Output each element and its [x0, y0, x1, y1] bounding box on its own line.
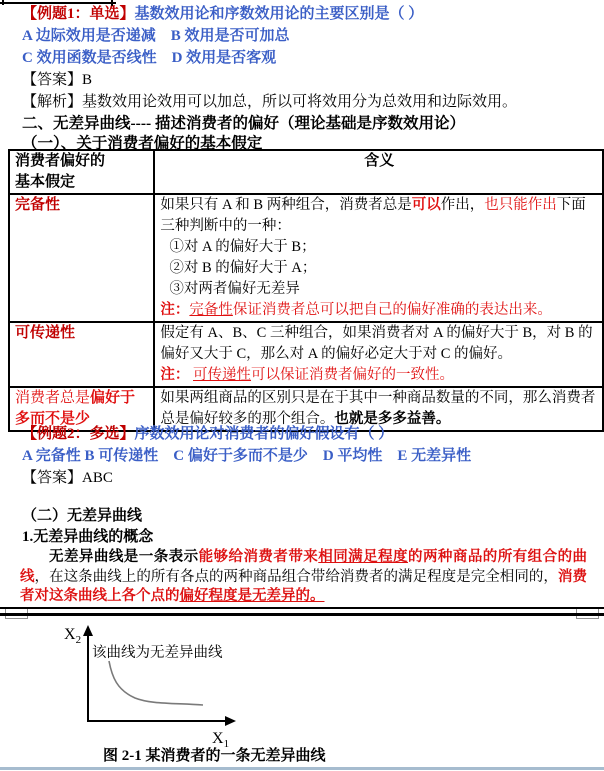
answer-value: B	[82, 72, 93, 88]
example1-question: 基数效用论和序数效用论的主要区别是（ ）	[134, 6, 424, 22]
note-underlined: 可传递性	[193, 367, 252, 383]
para-red-bold: 消费者对这条曲线上各个点的	[20, 568, 588, 604]
analysis-label: 【解析】	[22, 94, 83, 110]
para-red-bold: 能够给消费者带来	[198, 549, 319, 565]
example1-options-ab: A 边际效用是否递减 B 效用是否可加总	[22, 28, 290, 44]
indifference-section	[22, 506, 597, 548]
transitivity-meaning-cell	[154, 322, 603, 387]
note-text: 保证消费者总可以把自己的偏好准确的表达出来。	[232, 302, 552, 318]
meaning-bold: 也就是多多益善。	[334, 411, 451, 427]
label-regular: 消费者总是	[15, 390, 91, 406]
judgement-item-2: ②对 B 的偏好大于 A；	[169, 260, 317, 276]
completeness-meaning	[160, 195, 598, 237]
completeness-note	[160, 300, 598, 321]
meaning-text: 如果只有 A 和 B 两种组合，消费者总是	[160, 197, 412, 213]
table-header-row	[9, 150, 603, 194]
example1-analysis-line	[22, 91, 597, 113]
note-text: 可以保证消费者偏好的一致性。	[251, 367, 455, 383]
example1-tag: 【例题1：单选】	[22, 6, 135, 22]
page-break-separator	[0, 604, 604, 622]
bottom-window-edge	[0, 767, 604, 770]
example2-options: A 完备性 B 可传递性 C 偏好于多而不是少 D 平均性 E 无差异性	[22, 448, 472, 464]
example1-answer-line	[22, 69, 597, 91]
completeness-row	[9, 194, 603, 322]
separator-thick-line	[0, 613, 604, 616]
analysis-text: 基数效用论效用可以加总，所以可将效用分为总效用和边际效用。	[82, 94, 518, 110]
judgement-item-3: ③对两者偏好无差异	[169, 281, 300, 297]
transitivity-note	[160, 365, 598, 386]
y-axis-label: $X_2$	[64, 626, 82, 646]
subsection-heading: （一）、关于消费者偏好的基本假定	[22, 135, 263, 152]
example2-title-line	[22, 423, 597, 445]
para-red-underlined: 偏好程度是无差异的。	[179, 588, 325, 604]
note-tag: 注：	[160, 302, 190, 318]
answer-value: ABC	[82, 470, 113, 486]
answer-label: 【答案】	[22, 470, 83, 486]
preferences-table	[8, 149, 604, 432]
header-assumption-line2: 基本假定	[15, 174, 76, 190]
separator-thin-line	[0, 607, 604, 609]
example1-block	[22, 3, 597, 154]
answer-label: 【答案】	[22, 72, 83, 88]
header-assumption-line1: 消费者偏好的	[15, 153, 106, 169]
para-red-underlined: 相同满足程度	[318, 549, 408, 565]
para-regular: ，在这条曲线上的所有各点的两种商品组合带给消费者的满足程度是完全相同的，	[34, 568, 558, 585]
example1-title-line	[22, 3, 597, 25]
indifference-curve	[109, 661, 203, 705]
top-table-fragment-left-border	[2, 0, 4, 5]
section22-heading: （二）无差异曲线	[22, 508, 143, 524]
figure-caption: 图 2-1 某消费者的一条无差异曲线	[103, 748, 326, 764]
transitivity-row	[9, 322, 603, 387]
transitivity-label: 可传递性	[9, 322, 154, 387]
figure-annotation: 该曲线为无差异曲线	[92, 645, 223, 661]
concept-paragraph	[20, 548, 587, 607]
note-underlined: 完备性	[189, 302, 233, 318]
meaning-text: 作出，	[440, 197, 485, 213]
meaning-highlight: 可以	[411, 197, 441, 213]
x-axis-arrow-icon	[225, 716, 236, 726]
completeness-label: 完备性	[9, 194, 154, 322]
indifference-figure	[60, 621, 320, 751]
judgement-item-1: ①对 A 的偏好大于 B；	[169, 239, 316, 255]
transitivity-meaning: 假定有 A、B、C 三种组合，如果消费者对 A 的偏好大于 B，对 B 的偏好又大于 C，那么对 A 的偏好必定大于对 C 的偏好。	[160, 325, 593, 362]
meaning-red-text: 也只能作出	[484, 197, 557, 213]
note-tag: 注：	[160, 367, 190, 383]
completeness-meaning-cell	[154, 194, 603, 322]
y-axis-arrow-icon	[83, 625, 93, 636]
header-cell-assumption	[9, 150, 154, 194]
header-cell-meaning: 含义	[154, 150, 603, 194]
example2-question: 序数效用论对消费者的偏好假设有（ ）	[134, 426, 394, 442]
section22-subheading: 1.无差异曲线的概念	[22, 529, 154, 545]
para-black-bold: 无差异曲线是一条表示	[49, 549, 199, 565]
para-red-bold: 的两种商品的所有组合的曲线	[20, 549, 588, 585]
meaning-text: 下面三种判断中的一种：	[160, 197, 586, 234]
example2-block	[22, 423, 597, 489]
label-bold: 偏好于多而不是少	[15, 390, 136, 427]
meaning-text: 如果两组商品的区别只是在于其中一种商品数量的不同，那么消费者总是偏好较多的那个组合。	[160, 390, 596, 427]
example1-options-cd: C 效用函数是否线性 D 效用是否客观	[22, 50, 277, 66]
example2-answer-line	[22, 467, 597, 489]
section-heading: 二、无差异曲线---- 描述消费者的偏好（理论基础是序数效用论）	[22, 115, 466, 132]
example2-tag: 【例题2：多选】	[22, 426, 135, 442]
x-axis-label: $X_1$	[212, 730, 230, 750]
